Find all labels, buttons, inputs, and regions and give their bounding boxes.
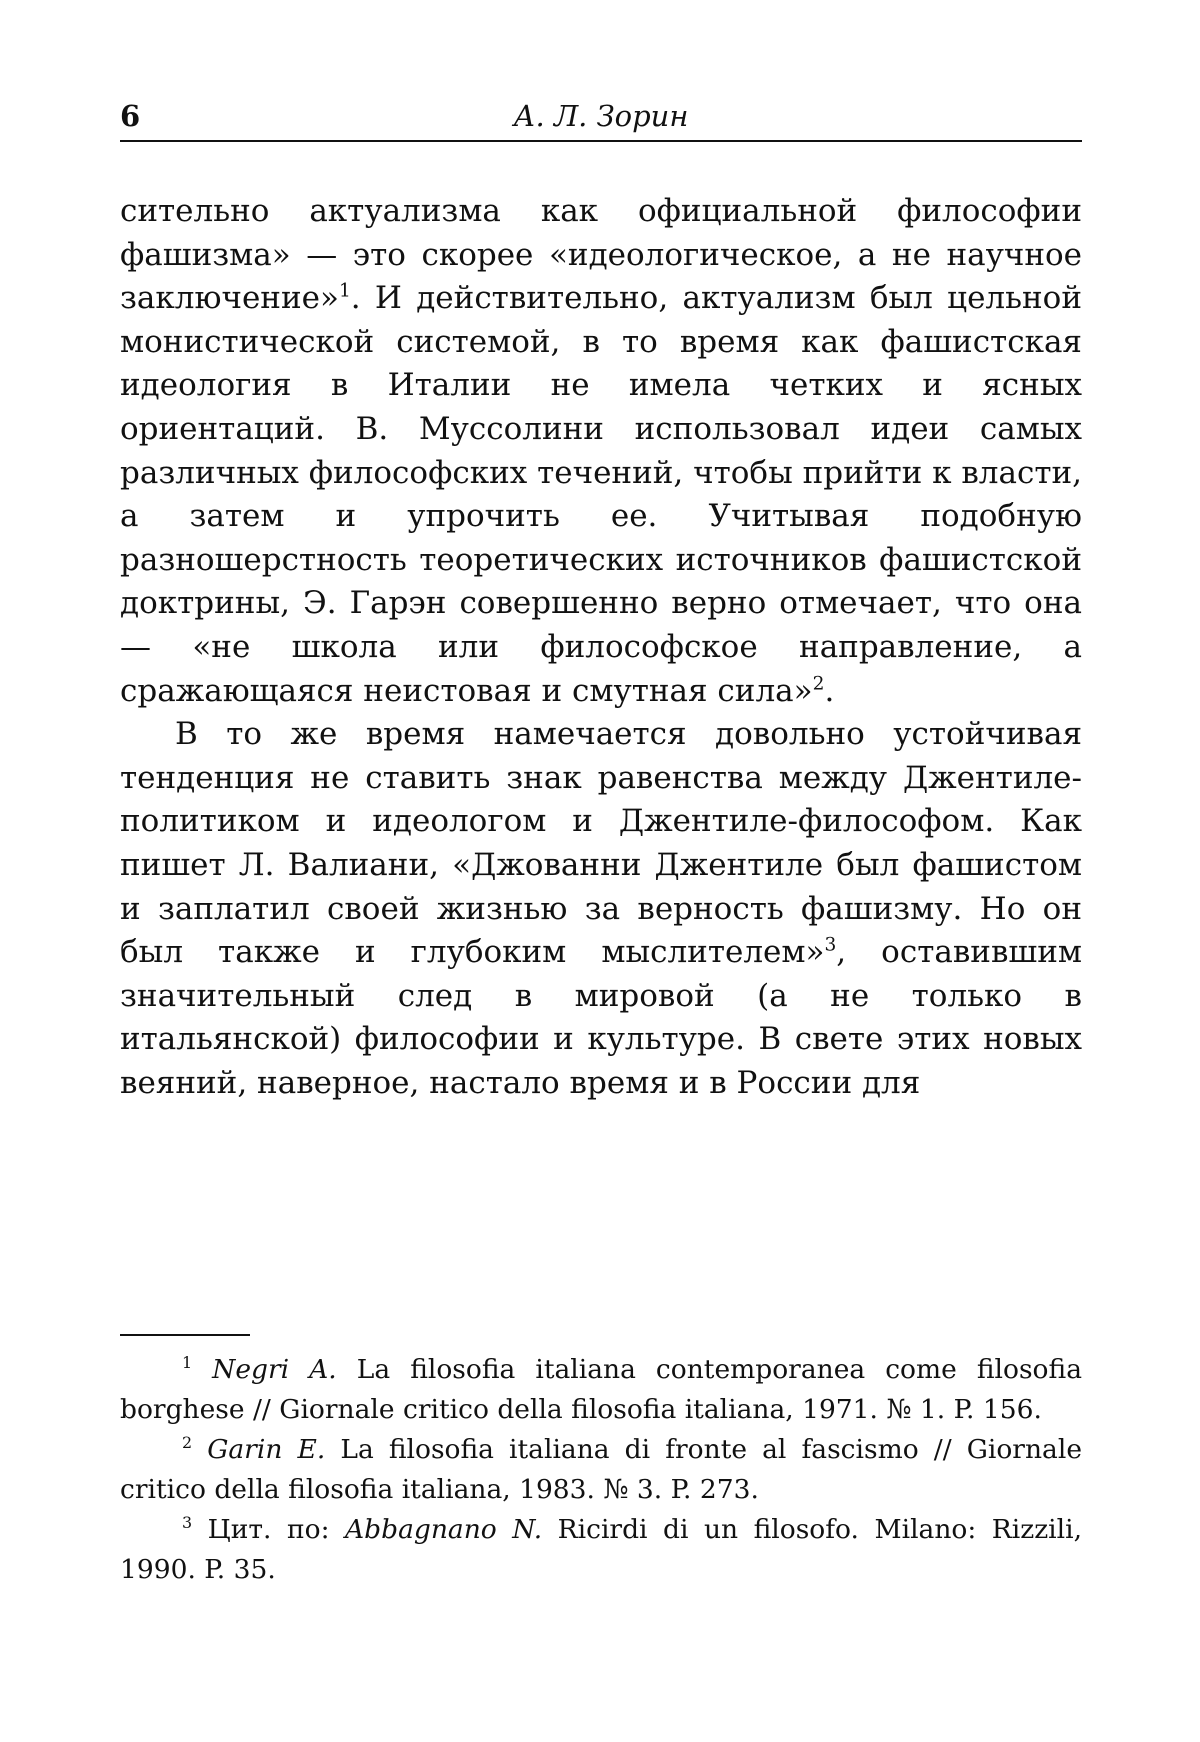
paragraph-1-text-b: . И действительно, актуализм был цельной монистической системой, в то время как фашистская идеология в Италии не имела четких и ясных ориентаций. В. Муссолини использовал идеи самых различных философских течений, чтобы прийти к власти, а затем и упрочить ее. Учитывая подобную разношерстность теоретических источников фашистской доктрины, Э. Гарэн совершенно верно отмечает, что она — «не школа или философское направление, а сражающаяся неистовая и смутная сила» <box>120 280 1082 709</box>
paragraph-2-text-b: , оставившим значительный след в мировой (а не только в итальянской) философии и культуре. В свете этих новых веяний, наверное, настало время и в России для <box>120 934 1082 1101</box>
running-head: А. Л. Зорин <box>513 99 689 133</box>
book-page <box>120 0 1082 1742</box>
paragraph-1-text-c: . <box>824 672 835 709</box>
footnote-1-text: La filosofia italiana contemporanea come filosofia borghese // Giornale critico della filosofia italiana, 1971. № 1. P. 156. <box>120 1354 1082 1425</box>
footnotes <box>120 1350 1082 1590</box>
main-text <box>120 190 1082 1105</box>
paragraph-1 <box>120 190 1082 713</box>
footnote-1-author: Negri A. <box>212 1354 337 1385</box>
footnote-1-marker: 1 <box>182 1353 193 1373</box>
paragraph-1-text-a: сительно актуализма как официальной философии фашизма» — это скорее «идеологическое, а не научное заключение» <box>120 193 1082 317</box>
footnote-3-author: Abbagnano N. <box>345 1514 543 1545</box>
footnote-1 <box>120 1350 1082 1430</box>
paragraph-2-text-a: В то же время намечается довольно устойчивая тенденция не ставить знак равенства между Джентиле-политиком и идеологом и Джентиле-философом. Как пишет Л. Валиани, «Джованни Джентиле был фашистом и заплатил своей жизнью за верность фашизму. Но он был также и глубоким мыслителем» <box>120 716 1082 971</box>
footnote-ref-3: 3 <box>824 934 837 956</box>
footnote-2 <box>120 1430 1082 1510</box>
footnote-3 <box>120 1510 1082 1590</box>
footnote-3-prefix: Цит. по: <box>192 1514 346 1545</box>
footnote-2-author: Garin E. <box>207 1434 326 1465</box>
page-number: 6 <box>120 99 141 133</box>
footnote-3-marker: 3 <box>182 1513 193 1533</box>
footnote-ref-2: 2 <box>812 673 825 695</box>
footnote-divider <box>120 1334 250 1336</box>
footnote-2-text: La filosofia italiana di fronte al fascismo // Giornale critico della filosofia italiana, 1983. № 3. P. 273. <box>120 1434 1082 1505</box>
paragraph-2 <box>120 713 1082 1105</box>
footnote-2-marker: 2 <box>182 1433 193 1453</box>
footnote-ref-1: 1 <box>338 280 351 302</box>
footnote-3-text: Ricirdi di un filosofo. Milano: Rizzili, 1990. P. 35. <box>120 1514 1083 1585</box>
page-header <box>120 96 1082 142</box>
